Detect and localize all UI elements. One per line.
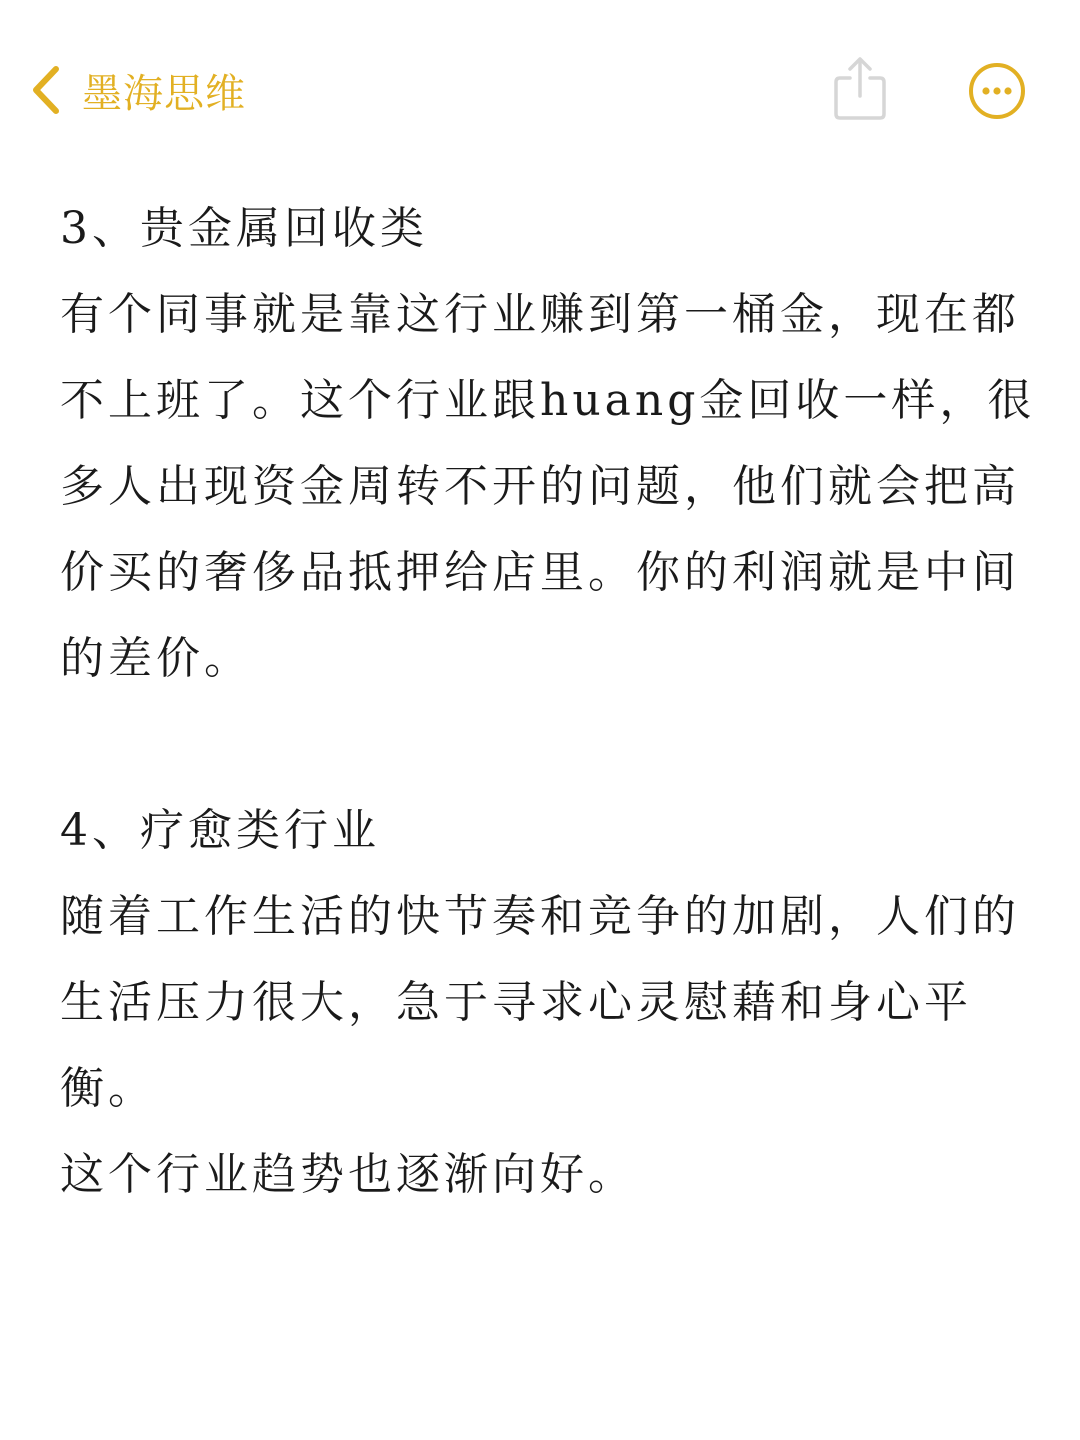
- section-body: 有个同事就是靠这行业赚到第一桶金，现在都 不上班了。这个行业跟huang金回收一样，很 多人出现资金周转不开的问题，他们就会把高 价买的奢侈品抵押给店里。你的利润就是中间 的差价。: [60, 289, 1036, 684]
- section-spacer: [60, 702, 1045, 788]
- back-label: 墨海思维: [82, 70, 246, 117]
- share-icon: [830, 54, 890, 122]
- share-button[interactable]: [830, 54, 890, 122]
- section-heading: 3、贵金属回收类: [60, 203, 428, 254]
- section-precious-metals: [60, 186, 1045, 702]
- section-healing: [60, 788, 1045, 1218]
- navigation-bar: [0, 0, 1080, 180]
- more-button[interactable]: [966, 60, 1028, 122]
- note-content: [60, 186, 1045, 1218]
- section-body: 随着工作生活的快节奏和竞争的加剧，人们的 生活压力很大，急于寻求心灵慰藉和身心平衡。 这个行业趋势也逐渐向好。: [60, 891, 1020, 1200]
- more-horizontal-icon: [966, 60, 1028, 122]
- section-heading: 4、疗愈类行业: [60, 805, 380, 856]
- chevron-left-icon: [28, 65, 62, 115]
- back-button[interactable]: [28, 58, 246, 122]
